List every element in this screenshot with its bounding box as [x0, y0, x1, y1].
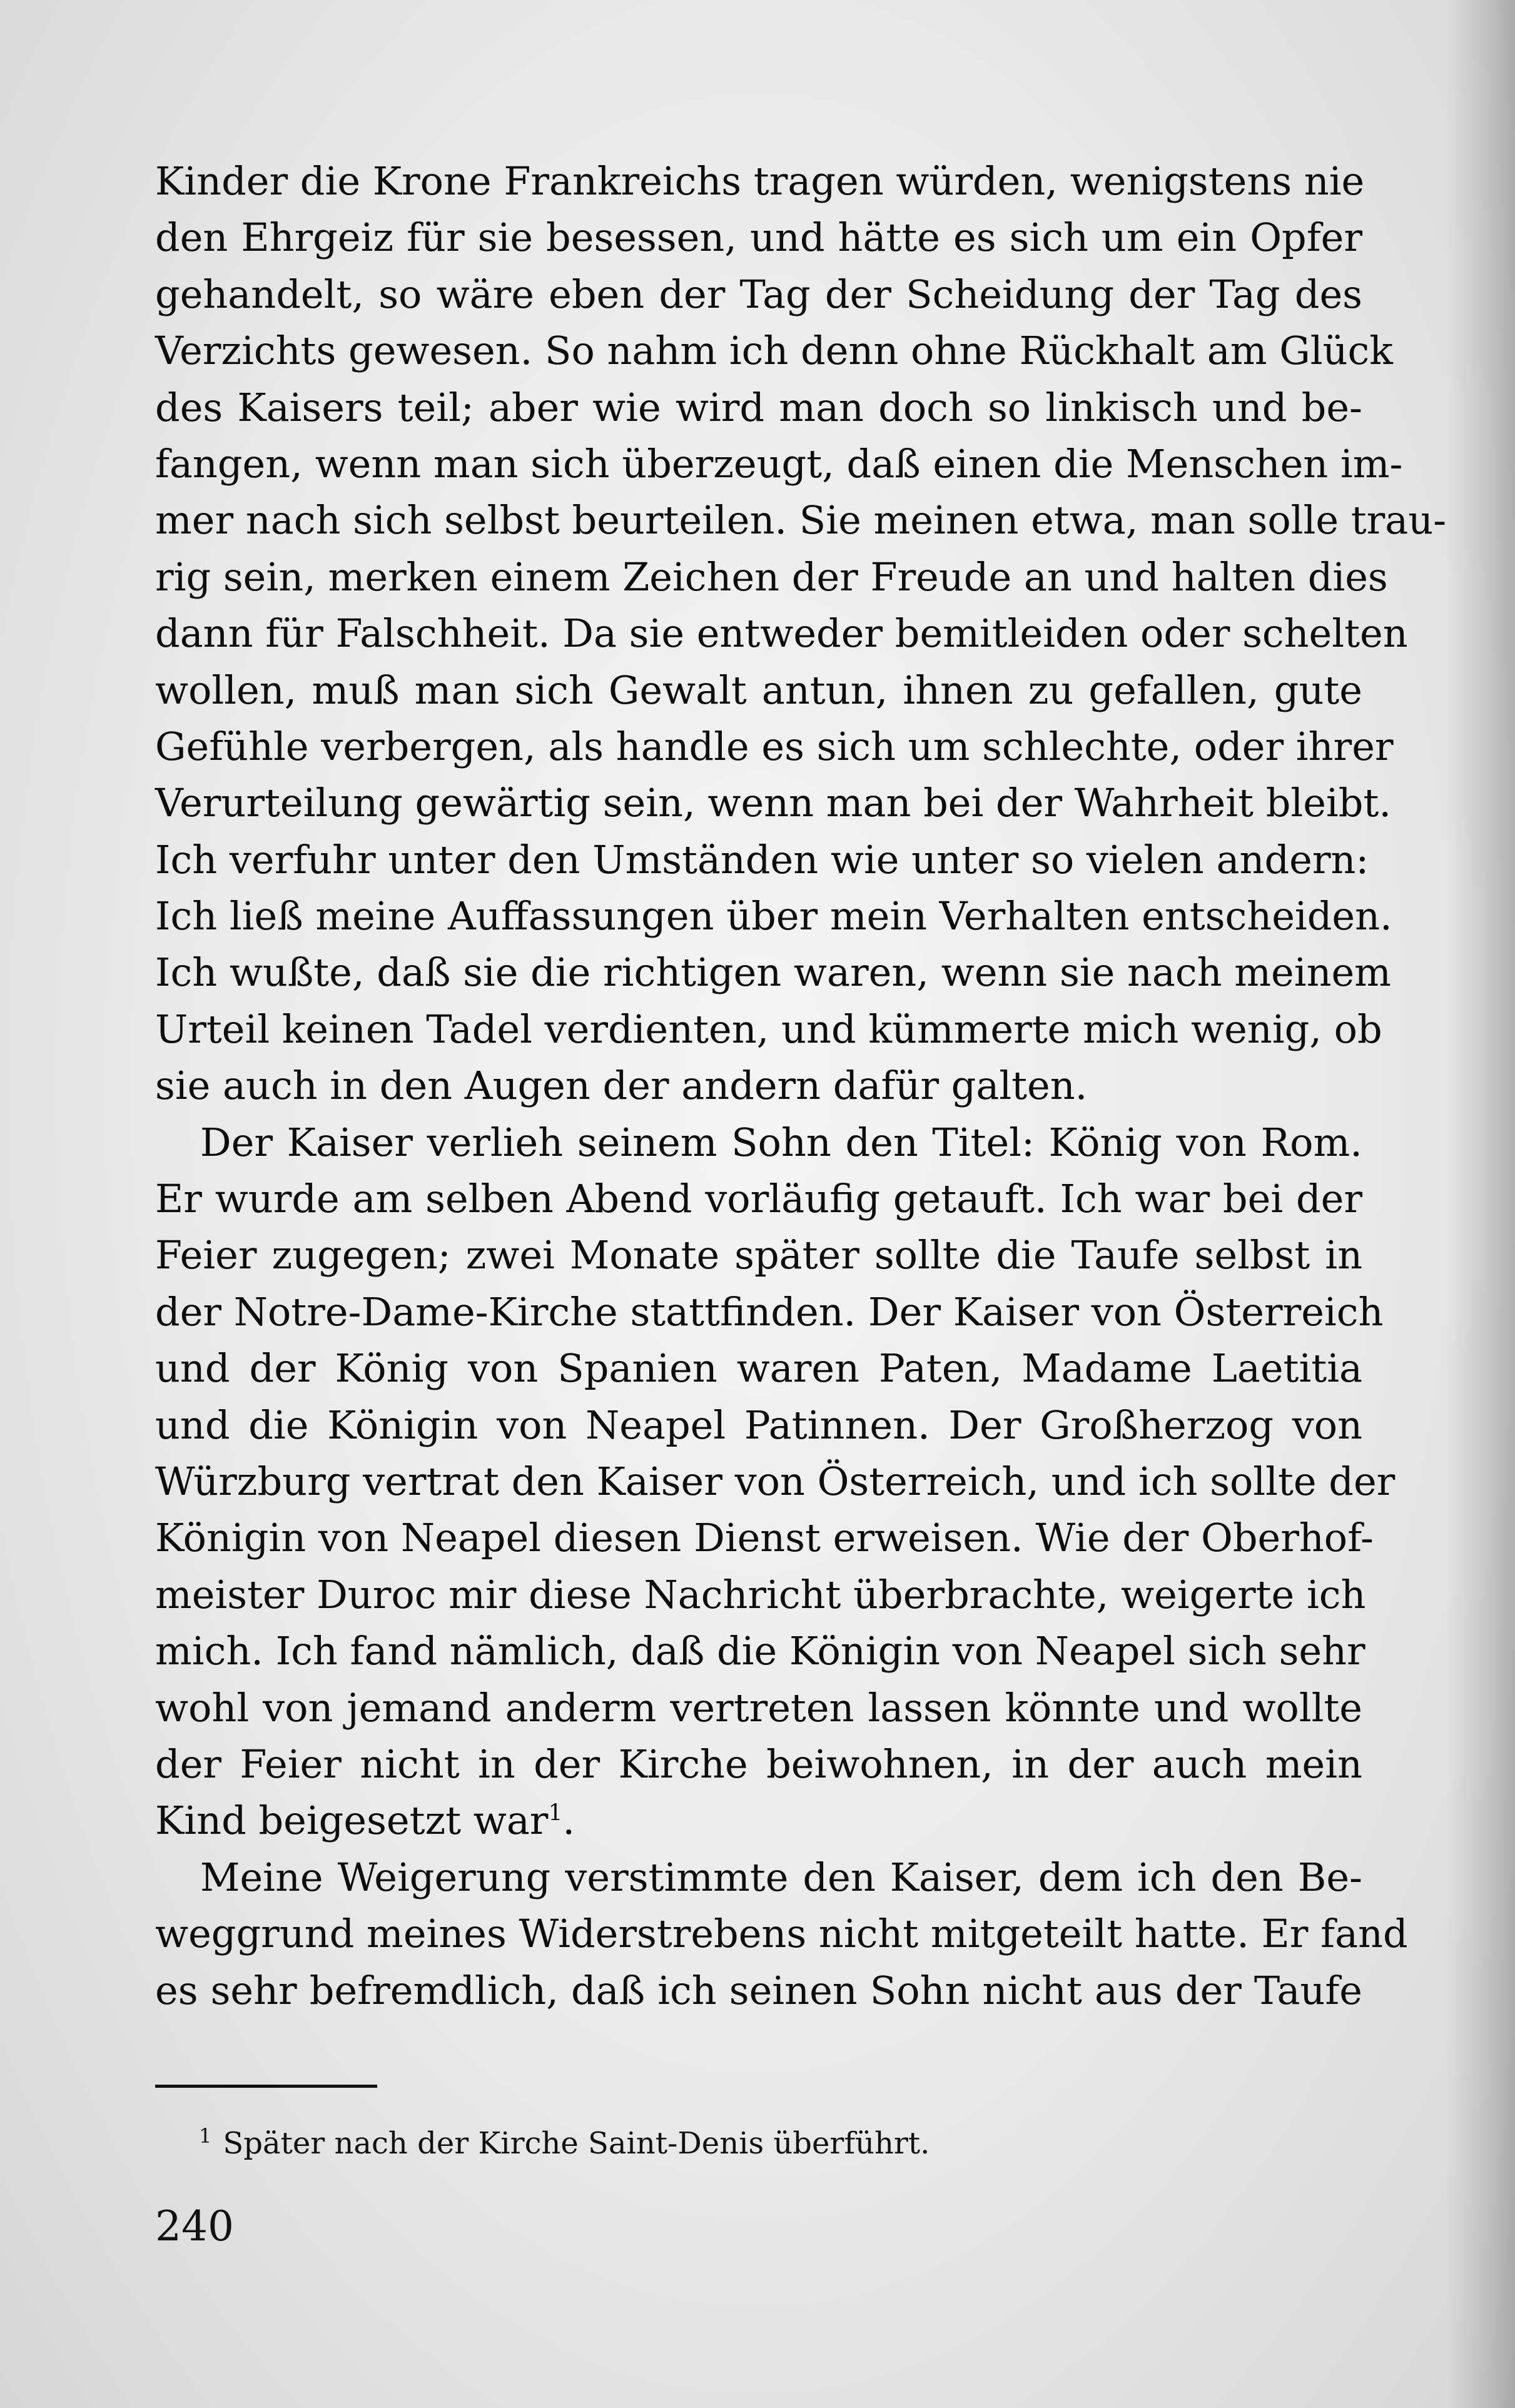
- text-line: Meine Weigerung verstimmte den Kaiser, dem ich den Be-: [200, 1854, 1362, 1900]
- text-line-content: Kind beigesetzt war: [155, 1798, 549, 1844]
- text-line: Verurteilung gewärtig sein, wenn man bei der Wahrheit bleibt.: [155, 780, 1392, 826]
- text-line: Königin von Neapel diesen Dienst erweisen. Wie der Oberhof-: [155, 1515, 1374, 1561]
- text-line: wollen, muß man sich Gewalt antun, ihnen zu gefallen, gute: [155, 667, 1362, 713]
- text-line: sie auch in den Augen der andern dafür galten.: [155, 1063, 1088, 1109]
- text-line: Feier zugegen; zwei Monate später sollte die Taufe selbst in: [155, 1232, 1362, 1278]
- text-line: wohl von jemand anderm vertreten lassen könnte und wollte: [155, 1684, 1362, 1731]
- text-line: Urteil keinen Tadel verdienten, und kümmerte mich wenig, ob: [155, 1006, 1382, 1052]
- text-line: Würzburg vertrat den Kaiser von Österreich, und ich sollte der: [155, 1458, 1396, 1504]
- text-line: Verzichts gewesen. So nahm ich denn ohne Rückhalt am Glück: [155, 328, 1393, 374]
- text-line: der Feier nicht in der Kirche beiwohnen, in der auch mein: [155, 1741, 1362, 1787]
- text-line: und die Königin von Neapel Patinnen. Der Großherzog von: [155, 1402, 1362, 1448]
- footnote-marker: 1: [199, 2124, 212, 2148]
- text-line: weggrund meines Widerstrebens nicht mitgeteilt hatte. Er fand: [155, 1911, 1408, 1957]
- text-line: fangen, wenn man sich überzeugt, daß einen die Menschen im-: [155, 440, 1403, 487]
- footnote-reference: 1: [548, 1800, 563, 1826]
- text-line: mer nach sich selbst beurteilen. Sie meinen etwa, man solle trau-: [155, 497, 1447, 544]
- text-line: meister Duroc mir diese Nachricht überbrachte, weigerte ich: [155, 1571, 1366, 1617]
- text-line: Ich ließ meine Auffassungen über mein Verhalten entscheiden.: [155, 893, 1392, 939]
- text-line: mich. Ich fand nämlich, daß die Königin von Neapel sich sehr: [155, 1628, 1366, 1674]
- text-line: der Notre-Dame-Kirche stattfinden. Der Kaiser von Österreich: [155, 1288, 1384, 1335]
- text-line: dann für Falschheit. Da sie entweder bemitleiden oder schelten: [155, 610, 1408, 657]
- footnote-text: Später nach der Kirche Saint-Denis überführt.: [223, 2126, 930, 2161]
- text-line: Der Kaiser verlieh seinem Sohn den Titel: König von Rom.: [200, 1119, 1362, 1165]
- sentence-end: .: [562, 1798, 575, 1844]
- footnote: [199, 2117, 930, 2162]
- text-line: den Ehrgeiz für sie besessen, und hätte es sich um ein Opfer: [155, 215, 1362, 261]
- text-line: gehandelt, so wäre eben der Tag der Scheidung der Tag des: [155, 271, 1362, 317]
- page-number: 240: [155, 2202, 234, 2250]
- text-line: Er wurde am selben Abend vorläufig getauft. Ich war bei der: [155, 1176, 1362, 1222]
- text-line: Ich wußte, daß sie die richtigen waren, wenn sie nach meinem: [155, 949, 1391, 996]
- text-line-with-footnote: [155, 1793, 1362, 1849]
- text-line: rig sein, merken einem Zeichen der Freude an und halten dies: [155, 554, 1388, 600]
- text-line: des Kaisers teil; aber wie wird man doch so linkisch und be-: [155, 384, 1362, 430]
- body-text: [155, 153, 1447, 2019]
- footnote-divider: [155, 2085, 377, 2088]
- text-line: Gefühle verbergen, als handle es sich um schlechte, oder ihrer: [155, 723, 1394, 769]
- text-line: Ich verfuhr unter den Umständen wie unter so vielen andern:: [155, 836, 1369, 883]
- text-line: und der König von Spanien waren Paten, Madame Laetitia: [155, 1345, 1362, 1392]
- text-line: es sehr befremdlich, daß ich seinen Sohn nicht aus der Taufe: [155, 1967, 1362, 2013]
- text-line: Kinder die Krone Frankreichs tragen würden, wenigstens nie: [155, 158, 1365, 204]
